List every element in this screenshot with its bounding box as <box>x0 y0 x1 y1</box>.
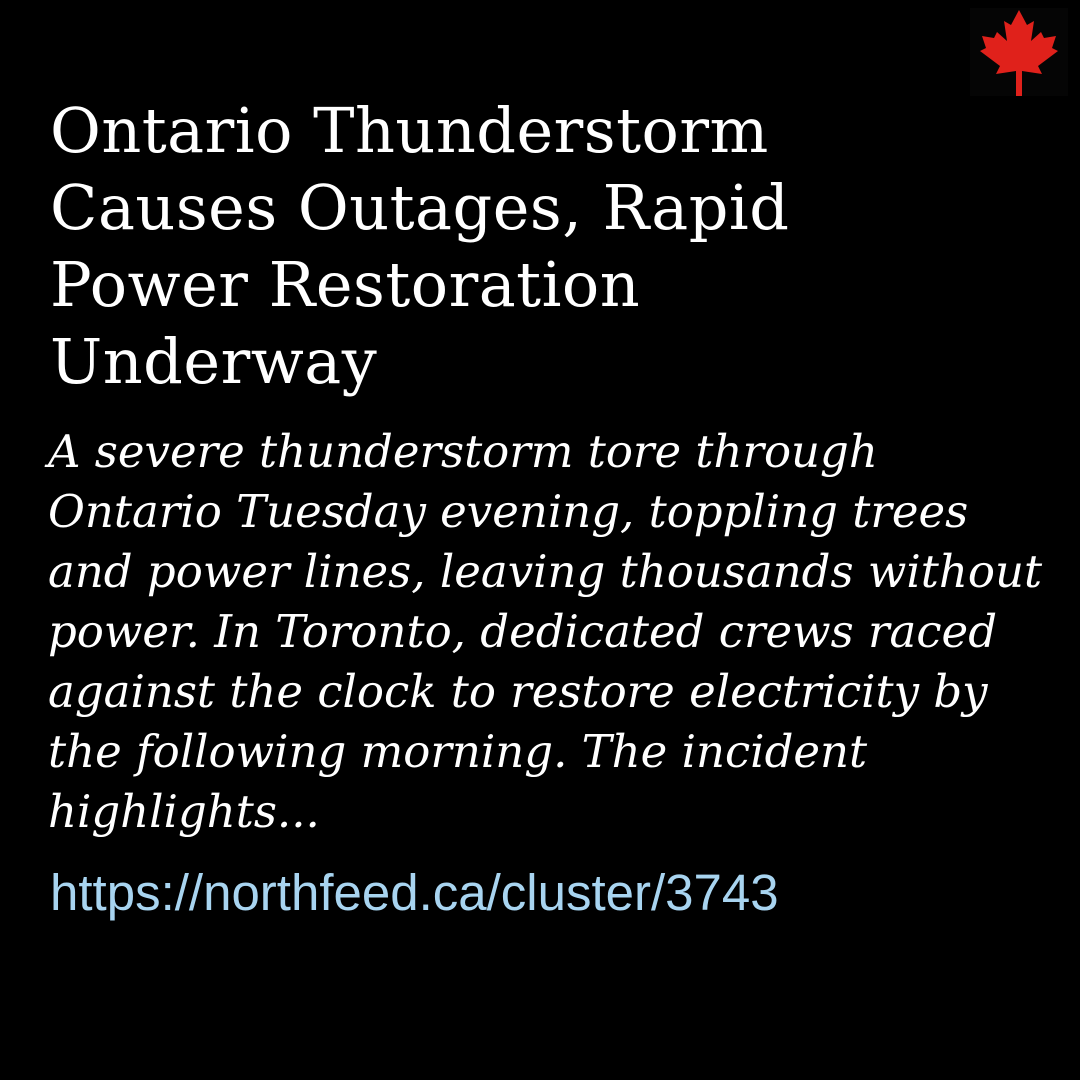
article-summary: A severe thunderstorm tore through Ontario Tuesday evening, toppling trees and power lines, leaving thousands without power. In Toronto, dedicated crews raced against the clock to restore electricity by the following morning. The incident highlights... <box>48 425 1043 838</box>
maple-leaf-icon <box>970 8 1068 96</box>
article-link[interactable]: https://northfeed.ca/cluster/3743 <box>50 864 779 921</box>
headline: Ontario Thunderstorm Causes Outages, Rapid Power Restoration Underway <box>50 94 790 398</box>
